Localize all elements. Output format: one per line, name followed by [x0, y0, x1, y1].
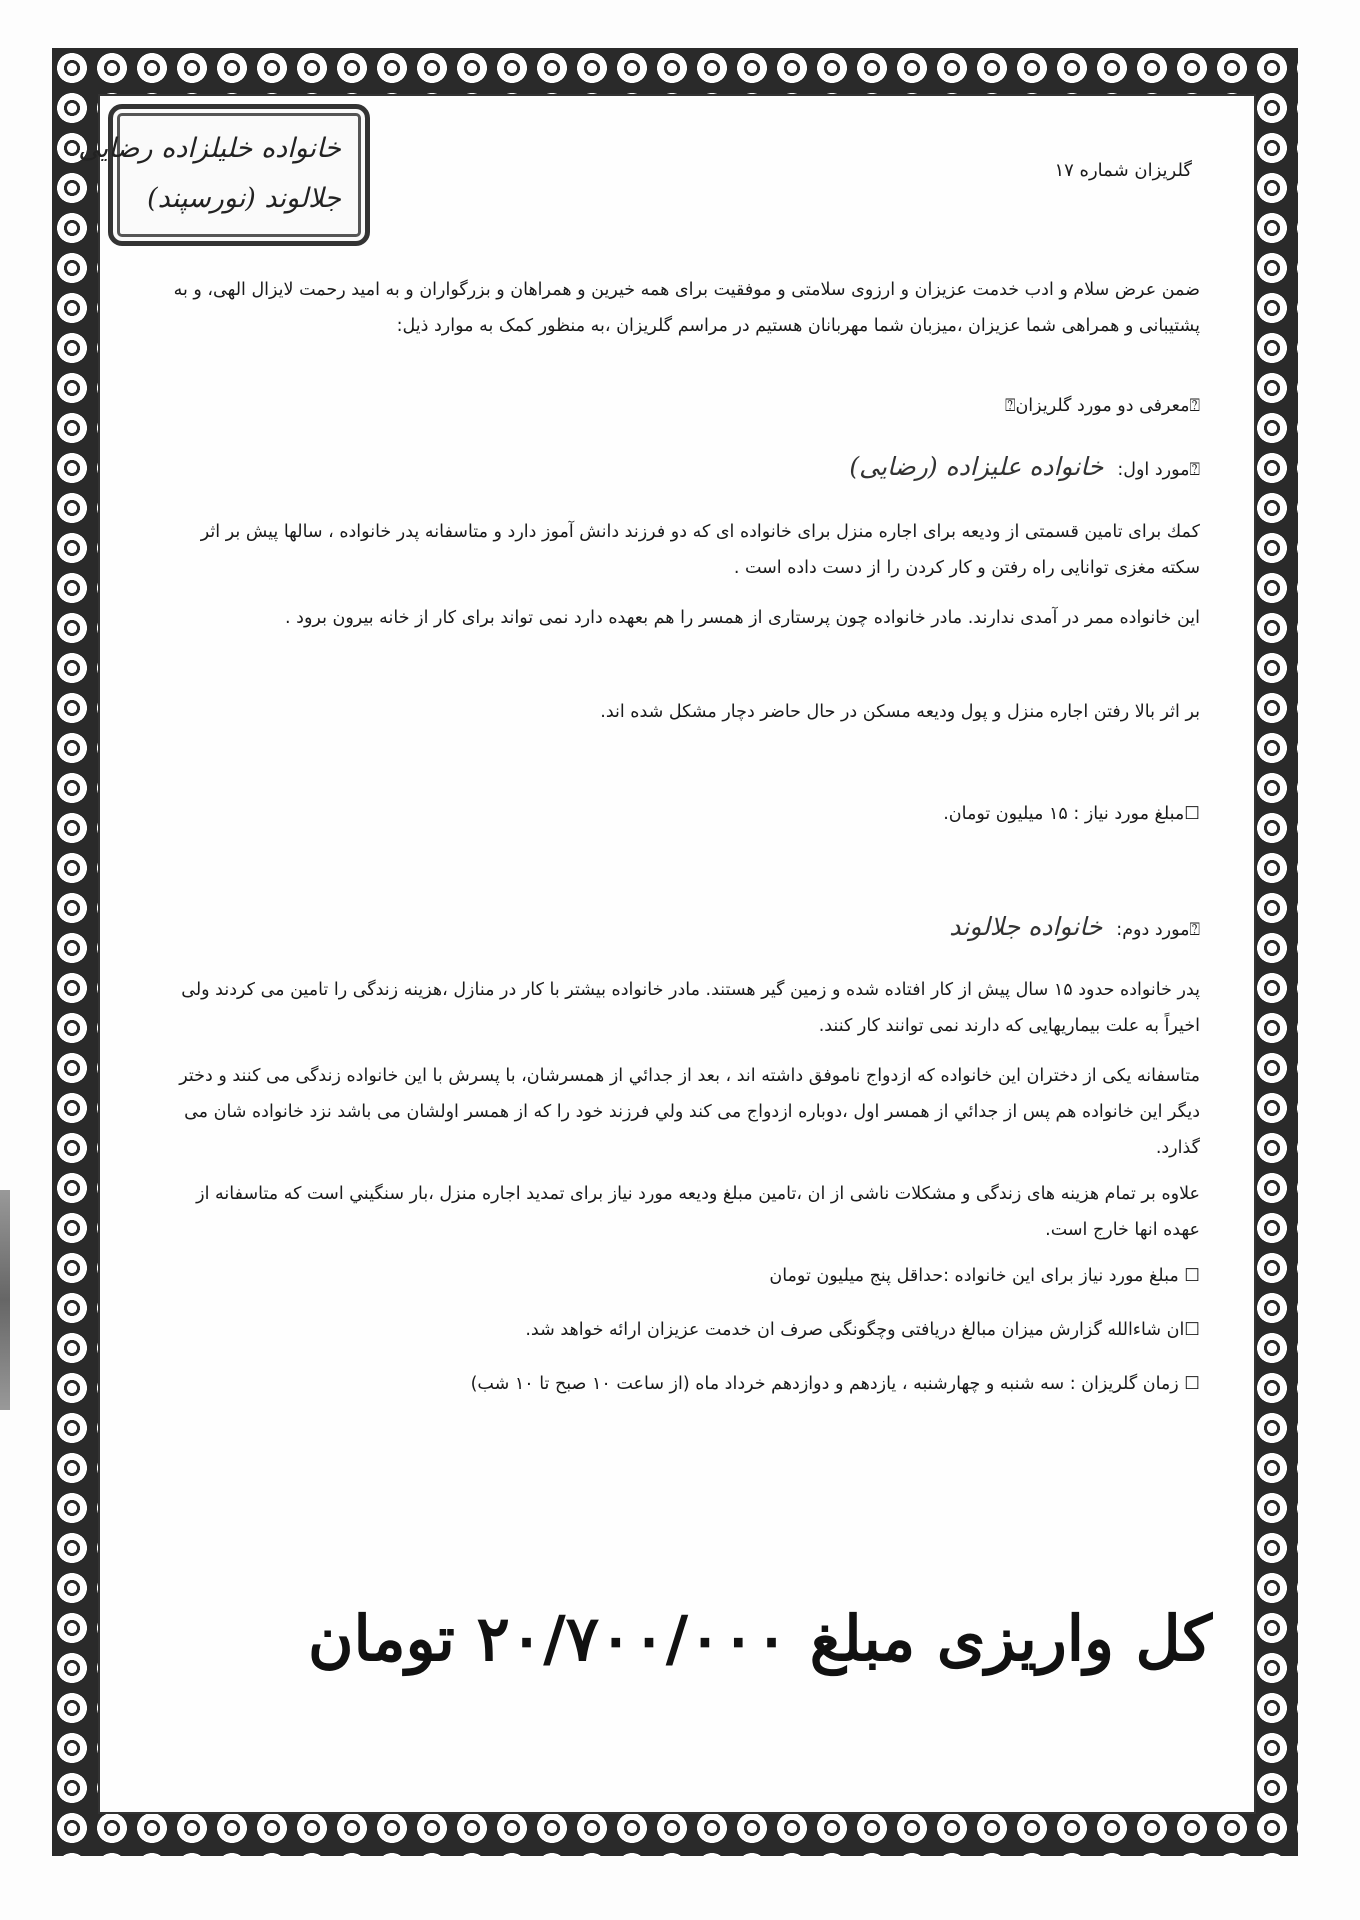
stamp-line-second-family: جلالوند (نورسپند): [147, 183, 341, 214]
case1-paragraph-1: کمك برای تامین قسمتی از ودیعه برای اجاره منزل برای خانواده ای که دو فرزند دانش آموز دارد و متاسفانه پدر خانواده ، سالها پیش بر اثر سکته مغزی توانایی راه رفتن و کار کردن را از دست داده است .: [200, 522, 1200, 578]
reference-number: گلریزان شماره ۱۷: [1054, 160, 1192, 181]
case2-heading: [949, 912, 1200, 941]
case2-handwritten-name: خانواده جلالوند: [949, 912, 1103, 941]
case2-paragraph-1: پدر خانواده حدود ۱۵ سال پیش از کار افتاده شده و زمین گیر هستند. مادر خانواده بیشتر با کار در منازل ،هزینه زندگی را تامین می کردند ولی اخیراً به علت بیماریهایی که دارند نمی توانند کار کنند.: [181, 980, 1200, 1036]
case1-heading-label: ⍰مورد اول:: [1117, 460, 1200, 480]
case1-paragraph-3: بر اثر بالا رفتن اجاره منزل و پول ودیعه مسکن در حال حاضر دچار مشکل شده اند.: [600, 702, 1200, 722]
cases-intro-heading: ⍰معرفی دو مورد گلریزان⍰: [1004, 396, 1200, 416]
case2-amount-needed: ☐ مبلغ مورد نیاز برای این خانواده :حداقل پنج میلیون تومان: [769, 1266, 1200, 1286]
intro-paragraph: ضمن عرض سلام و ادب خدمت عزیزان و ارزوی سلامتی و موفقیت برای همه خیرین و همراهان و بزرگواران و به امید رحمت لایزال الهی، و به پشتیبانی و همراهی شما عزیزان ،میزبان شما مهربانان هستیم در مراسم گلریزان ،به منظور کمک به موارد ذیل:: [173, 280, 1200, 336]
case1-heading: [849, 452, 1200, 481]
case1-handwritten-name: خانواده علیزاده (رضایی): [849, 452, 1104, 481]
stamp-line-family-names: خانواده خلیلزاده رضایی: [78, 133, 341, 164]
case2-paragraph-3: علاوه بر تمام هزینه های زندگی و مشکلات ناشی از ان ،تامین مبلغ ودیعه مورد نیاز برای تمدید اجاره منزل ،بار سنگیني است که متاسفانه از عهده انها خارج است.: [196, 1184, 1200, 1240]
case1-paragraph-2: این خانواده ممر در آمدی ندارند. مادر خانواده چون پرستاری از همسر را هم بعهده دارد نمی تواند برای کار از خانه بیرون برود .: [285, 608, 1200, 628]
document-content-area: [98, 94, 1256, 1814]
scan-edge-mark: [0, 1190, 10, 1410]
total-deposit-amount: کل واریزی مبلغ ۲۰/۷۰۰/۰۰۰ تومان: [308, 1602, 1212, 1675]
case2-paragraph-2: متاسفانه یکی از دختران این خانواده که ازدواج ناموفق داشته اند ، بعد از جدائي از همسرشان، با پسرش با این خانواده زندگی می کنند و دختر دیگر این خانواده هم پس از جدائي از همسر اول ،دوباره ازدواج می کند ولي فرزند خود را که از همسر اولشان می باشد نزد خانواده شان می گذارد.: [179, 1066, 1200, 1158]
event-schedule: ☐ زمان گلریزان : سه شنبه و چهارشنبه ، یازدهم و دوازدهم خرداد ماه (از ساعت ۱۰ صبح تا ۱۰ شب): [470, 1374, 1200, 1394]
report-note: ☐ان شاءالله گزارش میزان مبالغ دریافتی وچگونگی صرف ان خدمت عزیزان ارائه خواهد شد.: [525, 1320, 1200, 1340]
case2-heading-label: ⍰مورد دوم:: [1116, 920, 1200, 940]
handwritten-label-box: [78, 104, 370, 246]
case1-amount-needed: ☐مبلغ مورد نیاز : ۱۵ میلیون تومان.: [943, 804, 1200, 824]
